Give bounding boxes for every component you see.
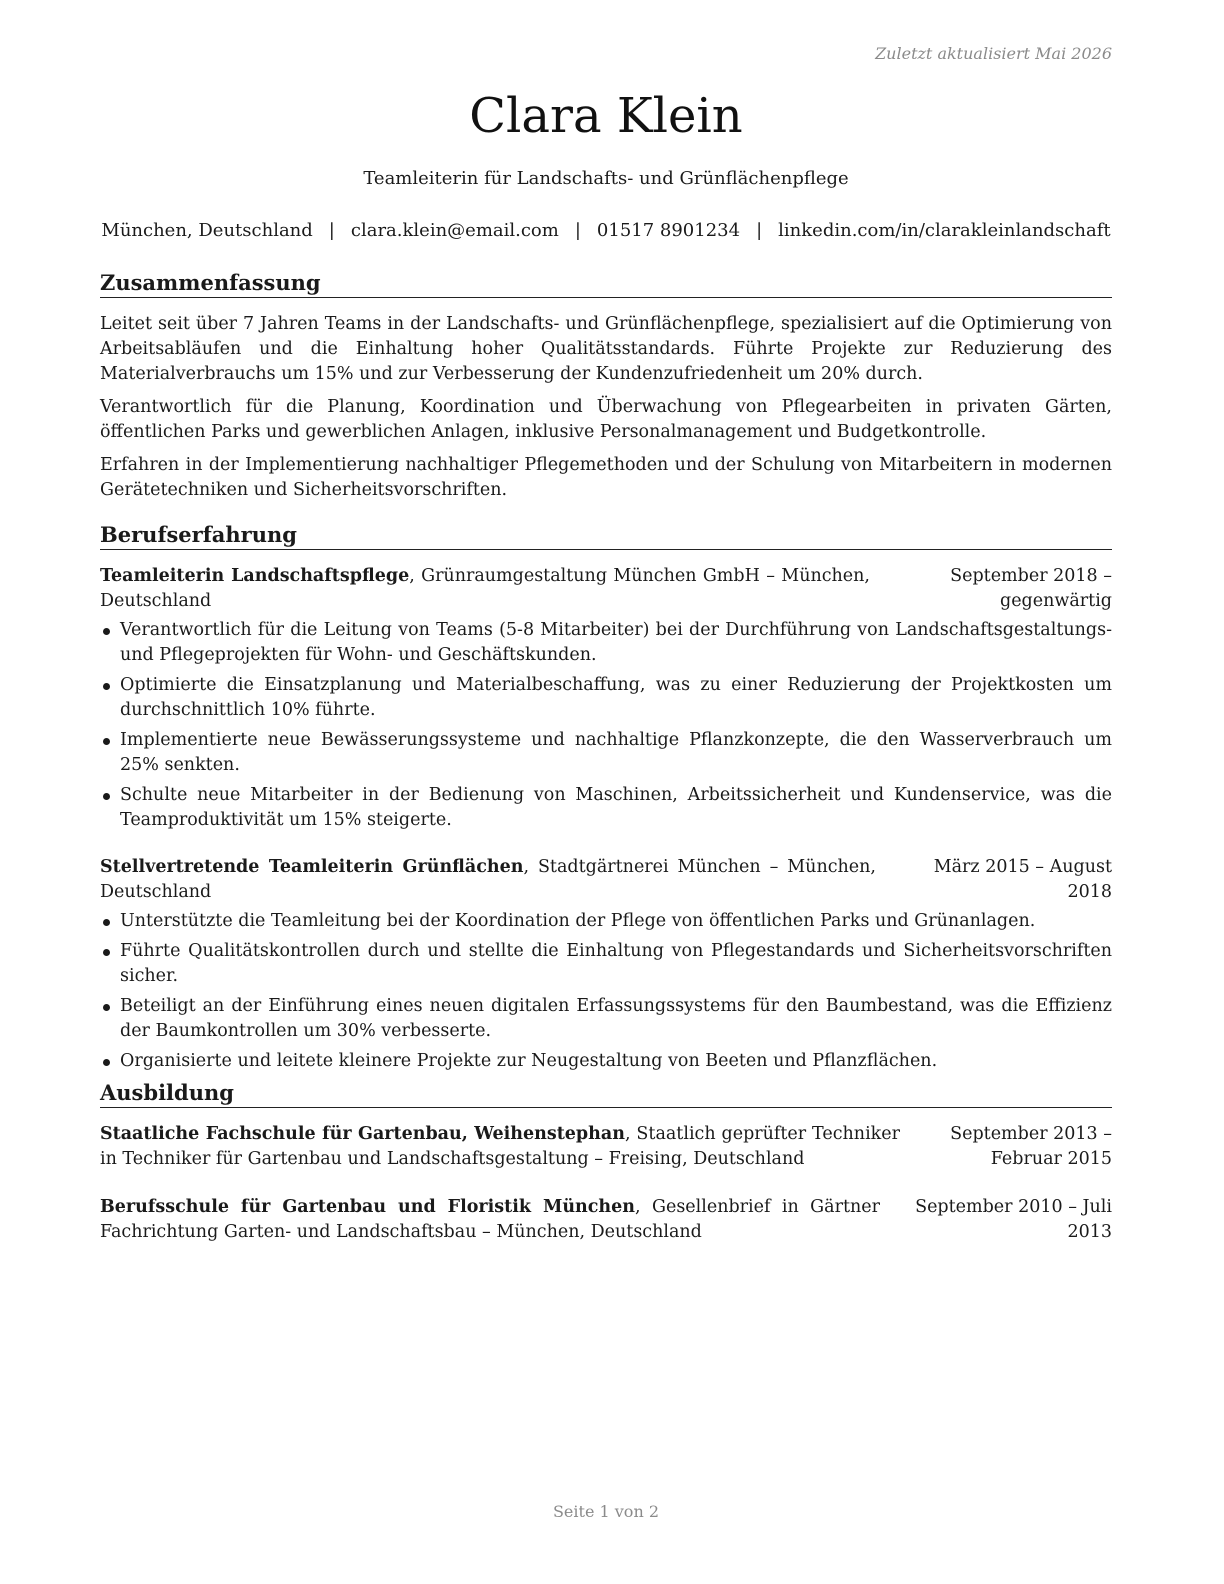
education-dates: September 2013 – Februar 2015 — [950, 1124, 1112, 1169]
education-details: , Staatlich geprüfter Techniker in Techniker für Gartenbau und Landschaftsgestaltung – Freising, Deutschland — [100, 1124, 900, 1169]
contact-location: München, Deutschland — [101, 220, 313, 241]
job-bullet: Implementierte neue Bewässerungssysteme und nachhaltige Pflanzkonzepte, die den Wasserverbrauch um 25% senkten. — [100, 728, 1112, 778]
education-title-line — [100, 1195, 880, 1245]
job-details: , Grünraumgestaltung München GmbH – München, Deutschland — [100, 566, 870, 611]
contact-linkedin[interactable]: linkedin.com/in/clarakleinlandschaft — [778, 220, 1111, 241]
education-dates: September 2010 – Juli 2013 — [915, 1197, 1112, 1242]
job-bullet: Schulte neue Mitarbeiter in der Bedienung von Maschinen, Arbeitssicherheit und Kundenservice, was die Teamproduktivität um 15% steigerte. — [100, 783, 1112, 833]
job-title-line — [100, 564, 870, 614]
section-title-education: Ausbildung — [100, 1080, 1112, 1108]
experience-section — [100, 522, 1112, 1096]
education-header — [100, 1195, 1112, 1245]
education-title-line — [100, 1122, 900, 1172]
job-entry — [100, 855, 1112, 1074]
contact-phone: 01517 8901234 — [596, 220, 741, 241]
job-bullet: Verantwortlich für die Leitung von Teams (5-8 Mitarbeiter) bei der Durchführung von Landschaftsgestaltungs- und Pflegeprojekten für Wohn- und Geschäftskunden. — [100, 618, 1112, 668]
job-bullet: Organisierte und leitete kleinere Projekte zur Neugestaltung von Beeten und Pflanzflächen. — [100, 1049, 1112, 1074]
resume-page — [100, 0, 1112, 1584]
contact-separator: | — [574, 220, 581, 241]
summary-paragraph: Leitet seit über 7 Jahren Teams in der Landschafts- und Grünflächenpflege, spezialisiert auf die Optimierung von Arbeitsabläufen und die Einhaltung hoher Qualitätsstandards. Führte Projekte zur Reduzierung des Materialverbrauchs um 15% und zur Verbesserung der Kundenzufriedenheit um 20% durch. — [100, 314, 1112, 384]
page-number: Seite 1 von 2 — [552, 1502, 660, 1521]
contact-email[interactable]: clara.klein@email.com — [350, 220, 559, 241]
job-dates: März 2015 – August 2018 — [933, 857, 1112, 902]
education-school: Berufsschule für Gartenbau und Floristik München — [100, 1197, 635, 1217]
contact-line — [100, 218, 1112, 244]
candidate-name: Clara Klein — [469, 88, 743, 144]
job-bullet: Unterstützte die Teamleitung bei der Koordination der Pflege von öffentlichen Parks und Grünanlagen. — [100, 909, 1112, 934]
education-details: , Gesellenbrief in Gärtner Fachrichtung Garten- und Landschaftsbau – München, Deutschland — [100, 1197, 880, 1242]
education-header — [100, 1122, 1112, 1172]
education-school: Staatliche Fachschule für Gartenbau, Weihenstephan — [100, 1124, 625, 1144]
section-title-summary: Zusammenfassung — [100, 270, 1112, 298]
job-bullet: Beteiligt an der Einführung eines neuen digitalen Erfassungssystems für den Baumbestand, was die Effizienz der Baumkontrollen um 30% verbesserte. — [100, 994, 1112, 1044]
job-header — [100, 855, 1112, 905]
job-header — [100, 564, 1112, 614]
section-title-experience: Berufserfahrung — [100, 522, 1112, 550]
education-section — [100, 1080, 1112, 1268]
contact-separator: | — [756, 220, 763, 241]
summary-paragraph: Verantwortlich für die Planung, Koordination und Überwachung von Pflegearbeiten in privaten Gärten, öffentlichen Parks und gewerblichen Anlagen, inklusive Personalmanagement und Budgetkontrolle. — [100, 397, 1112, 442]
contact-separator: | — [328, 220, 335, 241]
job-bullet: Führte Qualitätskontrollen durch und stellte die Einhaltung von Pflegestandards und Sicherheitsvorschriften sicher. — [100, 939, 1112, 989]
job-entry — [100, 564, 1112, 833]
job-role: Stellvertretende Teamleiterin Grünflächen — [100, 857, 524, 877]
last-updated-note: Zuletzt aktualisiert Mai 2026 — [875, 44, 1112, 63]
job-title-line — [100, 855, 876, 905]
summary-section — [100, 270, 1112, 511]
candidate-headline: Teamleiterin für Landschafts- und Grünflächenpflege — [363, 168, 849, 189]
job-role: Teamleiterin Landschaftspflege — [100, 566, 410, 586]
summary-paragraph: Erfahren in der Implementierung nachhaltiger Pflegemethoden und der Schulung von Mitarbeitern in modernen Gerätetechniken und Sicherheitsvorschriften. — [100, 455, 1112, 500]
job-details: , Stadtgärtnerei München – München, Deutschland — [100, 857, 876, 902]
job-bullet-list — [100, 909, 1112, 1074]
job-dates: September 2018 – gegenwärtig — [950, 566, 1112, 611]
education-entry — [100, 1195, 1112, 1245]
education-entry — [100, 1122, 1112, 1172]
job-bullet: Optimierte die Einsatzplanung und Materialbeschaffung, was zu einer Reduzierung der Projektkosten um durchschnittlich 10% führte. — [100, 673, 1112, 723]
job-bullet-list — [100, 618, 1112, 833]
